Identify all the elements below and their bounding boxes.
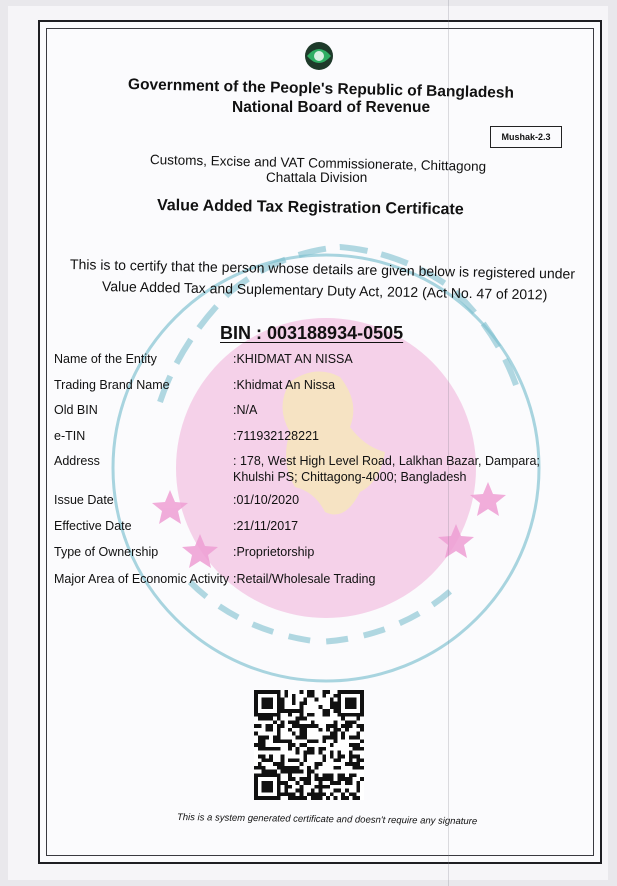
detail-value-address-line2: Khulshi PS; Chittagong-4000; Bangladesh [233,470,467,484]
certificate-title: Value Added Tax Registration Certificate [156,197,464,219]
form-code-badge: Mushak-2.3 [490,126,562,148]
certification-statement-line2: Value Added Tax and Suplementary Duty Act, 2012 (Act No. 47 of 2012) [101,278,548,303]
detail-value-ownership: :Proprietorship [233,545,315,559]
division-text: Chattala Division [266,170,368,185]
certification-statement-line1: This is to certify that the person whose details are given below is registered under [69,256,576,282]
qr-code [254,689,364,801]
detail-value-etin: :711932128221 [233,429,319,443]
detail-value-issue-date: :01/10/2020 [233,493,300,507]
govt-emblem-logo [301,40,337,72]
detail-label-entity: Name of the Entity [54,352,157,366]
detail-label-brand: Trading Brand Name [54,378,170,392]
board-heading: National Board of Revenue [232,99,431,116]
detail-value-entity: :KHIDMAT AN NISSA [233,352,353,366]
detail-value-brand: :Khidmat An Nissa [233,378,336,392]
system-generated-note: This is a system generated certificate and doesn't require any signature [176,812,478,828]
detail-label-address: Address [54,454,100,468]
detail-label-economic-activity: Major Area of Economic Activity [54,572,230,586]
detail-label-old-bin: Old BIN [54,403,98,417]
detail-label-issue-date: Issue Date [54,493,114,507]
certificate-border [38,20,602,864]
detail-value-economic-activity: :Retail/Wholesale Trading [233,572,376,586]
detail-value-old-bin: :N/A [233,403,258,417]
detail-label-effective-date: Effective Date [54,519,132,533]
paper-fold-line [448,0,449,886]
detail-value-effective-date: :21/11/2017 [233,519,299,533]
bin-number: BIN : 003188934-0505 [220,323,404,343]
detail-label-etin: e-TIN [54,429,86,443]
detail-label-ownership: Type of Ownership [54,545,159,559]
certificate-sheet [8,6,608,880]
detail-value-address: : 178, West High Level Road, Lalkhan Bazar, Dampara; [233,454,540,468]
government-heading: Government of the People's Republic of Bangladesh [127,76,515,102]
commissionerate-text: Customs, Excise and VAT Commissionerate, Chittagong [149,152,487,175]
